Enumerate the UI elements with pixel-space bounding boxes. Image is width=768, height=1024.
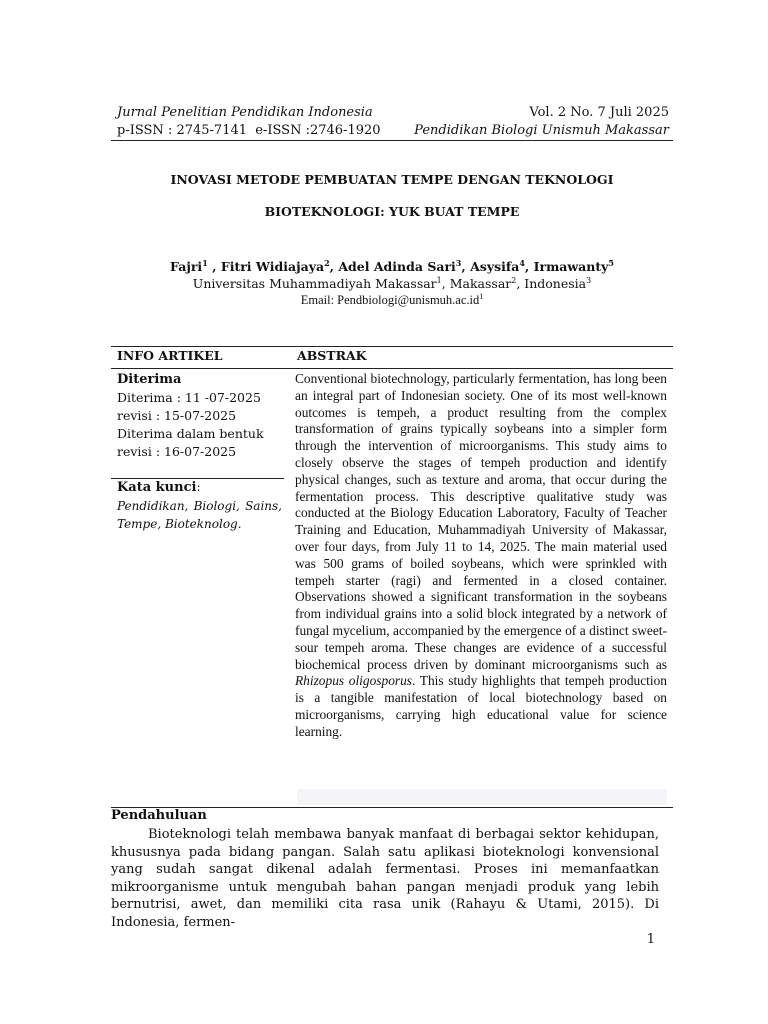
intro-paragraph: Bioteknologi telah membawa banyak manfaat di berbagai sektor kehidupan, khususnya pada bidang pangan. Salah satu aplikasi bioteknologi konvensional yang sudah sangat dikenal adalah fermentasi. Proses ini memanfaatkan mikroorganisme untuk mengubah bahan pangan menjadi produk yang lebih bernutrisi, awet, dan memiliki cita rasa unik (Rahayu & Utami, 2015). Di Indonesia, fermen- [111, 827, 659, 930]
page-number: 1 [646, 932, 655, 947]
keywords-colon: : [196, 480, 201, 494]
author-name: Adel Adinda Sari [338, 259, 456, 274]
email-sup: 1 [479, 291, 484, 301]
keywords-list: Pendidikan, Biologi, Sains, Tempe, Bioteknolog. [117, 499, 282, 531]
author-sep: , [524, 259, 534, 274]
affiliation-city: , Makassar [441, 276, 512, 291]
author-sup: 4 [519, 257, 525, 268]
received-label: Diterima [117, 372, 182, 387]
title-line-1: INOVASI METODE PEMBUATAN TEMPE DENGAN TEKNOLOGI [170, 172, 614, 187]
affiliation [111, 276, 673, 291]
info-heading: INFO ARTIKEL [117, 348, 223, 363]
author-sup: 3 [455, 257, 462, 268]
author-name: Irmawanty [533, 259, 609, 274]
revised-date: revisi : 15-07-2025 [117, 408, 237, 423]
accepted-line-1: Diterima dalam bentuk [117, 426, 264, 441]
accepted-line-2: revisi : 16-07-2025 [117, 444, 237, 459]
author-sup: 5 [608, 257, 614, 268]
abstract-body [295, 371, 667, 741]
author-name: Asysifa [470, 259, 520, 274]
author-sep: , [329, 259, 339, 274]
intro-body [111, 826, 659, 931]
author-list [111, 259, 673, 274]
header-rule [111, 140, 673, 141]
journal-name: Jurnal Penelitian Pendidikan Indonesia [117, 105, 373, 120]
abstract-shade [297, 789, 667, 805]
affiliation-country: , Indonesia [516, 276, 587, 291]
author-name: Fajri [170, 259, 203, 274]
intro-heading: Pendahuluan [111, 808, 207, 823]
author-sep: , [461, 259, 471, 274]
affiliation-sup: 3 [586, 275, 592, 285]
table-head-rule [111, 368, 673, 369]
affiliation-university: Universitas Muhammadiyah Makassar [192, 276, 437, 291]
keywords-label: Kata kunci [117, 480, 197, 495]
abstract-text-2: . This study highlights that tempeh production is a tangible manifestation of local biotechnology based on microorganisms, carrying high educational value for science learning. [295, 673, 667, 739]
abstract-text-1: Conventional biotechnology, particularly fermentation, has long been an integral part of Indonesian society. One of its most well-known outcomes is tempeh, a product resulting from the complex transformation of grains typically soybeans into a simpler form through the intervention of microorganisms. This study aims to closely observe the stages of tempeh production and identify physical changes, such as texture and aroma, that occur during the fermentation process. This descriptive qualitative study was conducted at the Biology Education Laboratory, Faculty of Teacher Training and Education, Muhammadiyah University of Makassar, over four days, from July 11 to 14, 2025. The main material used was 500 grams of boiled soybeans, which were sprinkled with tempeh starter (ragi) and fermented in a closed container. Observations showed a significant transformation in the soybeans from individual grains into a solid block integrated by a network of fungal mycelium, accompanied by the emergence of a distinct sweet-sour tempeh aroma. These changes are evidence of a successful biochemical process driven by dominant microorganisms such as [295, 371, 667, 672]
issn-line: p-ISSN : 2745-7141 e-ISSN :2746-1920 [117, 123, 381, 138]
title-line-2: BIOTEKNOLOGI: YUK BUAT TEMPE [264, 204, 520, 219]
publisher-line: Pendidikan Biologi Unismuh Makassar [414, 123, 669, 138]
received-block [117, 371, 287, 461]
author-sup: 1 [202, 257, 208, 268]
received-date: Diterima : 11 -07-2025 [117, 390, 261, 405]
author-name: Fitri Widiajaya [220, 259, 325, 274]
affiliation-sup: 2 [511, 275, 517, 285]
author-sep: , [207, 259, 221, 274]
author-sup: 2 [324, 257, 330, 268]
abstract-heading: ABSTRAK [297, 348, 367, 363]
email-text[interactable]: Email: Pendbiologi@unismuh.ac.id [300, 293, 480, 307]
abstract-species: Rhizopus oligosporus [295, 673, 413, 689]
affiliation-sup: 1 [436, 275, 442, 285]
table-top-rule [111, 346, 673, 347]
volume-info: Vol. 2 No. 7 Juli 2025 [529, 105, 669, 120]
email-line [111, 293, 673, 308]
keywords-block [117, 478, 282, 533]
